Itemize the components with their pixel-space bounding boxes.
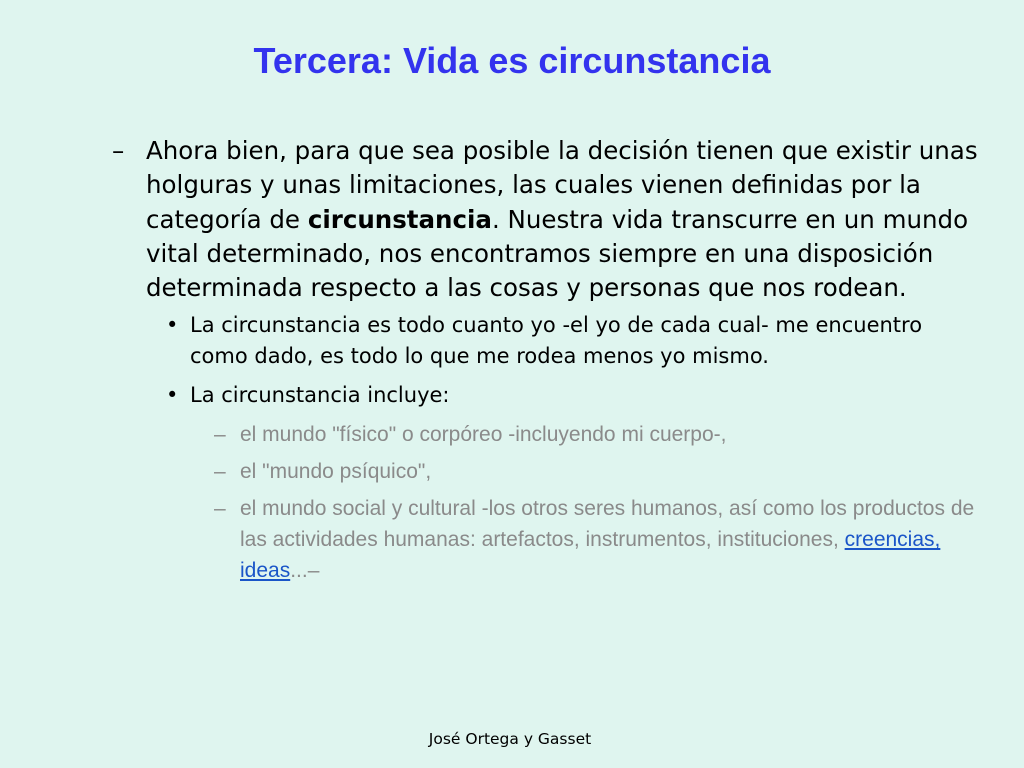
include-item	[112, 419, 982, 450]
sub-point-text: La circunstancia es todo cuanto yo -el yo de cada cual- me encuentro como dado, es todo lo que me rodea menos yo mismo.	[190, 313, 923, 369]
dash-marker: –	[112, 136, 125, 165]
dash-marker: –	[214, 460, 226, 484]
main-point-bold-term: circunstancia	[307, 204, 492, 234]
footer-author: José Ortega y Gasset	[428, 730, 592, 748]
sub-point-text: La circunstancia incluye:	[190, 383, 450, 408]
bullet-marker: •	[166, 313, 179, 338]
slide-body	[112, 134, 982, 592]
sub-point	[112, 380, 982, 411]
main-point-text-end: . Nuestra vida transcurre en un mundo vital determinado, nos encontramos siempre en una disposición determinada respecto a las cosas y personas que nos rodean.	[146, 204, 969, 303]
sub-point-list	[112, 310, 982, 411]
slide-title: Tercera: Vida es circunstancia	[253, 40, 771, 81]
dash-marker: –	[214, 423, 226, 447]
bullet-marker: •	[166, 383, 179, 408]
include-item-text: el mundo "físico" o corpóreo -incluyendo mi cuerpo-,	[240, 423, 727, 447]
include-item-text: el "mundo psíquico",	[240, 460, 432, 484]
includes-list	[112, 419, 982, 586]
footer	[0, 728, 1024, 750]
include-item-text-end: ...–	[290, 559, 320, 583]
dash-marker: –	[214, 497, 226, 521]
main-point	[112, 134, 982, 305]
main-point-text: Ahora bien, para que sea posible la decisión tienen que existir unas holguras y unas limitaciones, las cuales vienen definidas por la categoría de	[146, 136, 978, 234]
include-item	[112, 456, 982, 487]
sub-point	[112, 310, 982, 372]
include-item-text: el mundo social y cultural -los otros seres humanos, así como los productos de las actividades humanas: artefactos, instrumentos, instituciones,	[240, 497, 975, 552]
creencias-ideas-link[interactable]: creencias, ideas	[240, 528, 941, 583]
include-item	[112, 493, 982, 586]
